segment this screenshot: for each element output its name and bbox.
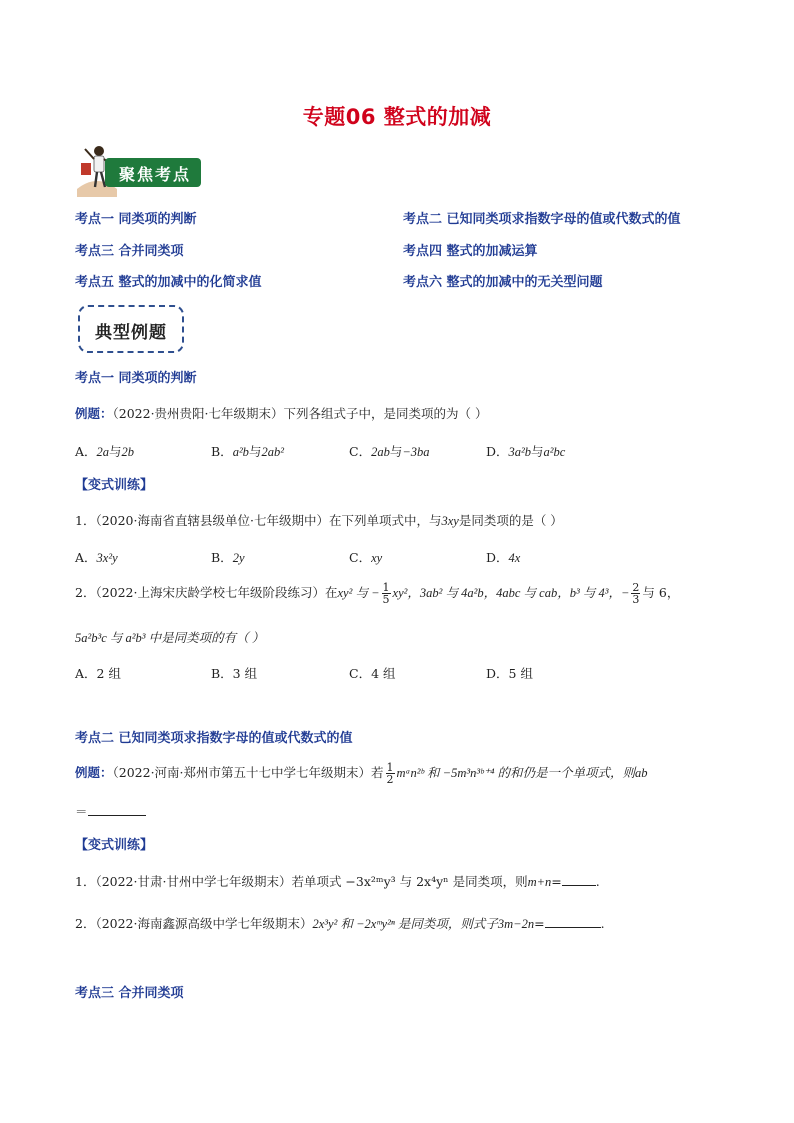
term: mᵃn²ᵇ 和 −5m³n³ᵇ⁺⁴ 的和仍是一个单项式，则 bbox=[396, 766, 636, 780]
option-label: D． bbox=[486, 444, 509, 459]
section1-example bbox=[75, 404, 488, 422]
option-d bbox=[486, 442, 565, 460]
term: 2ab² bbox=[261, 445, 284, 459]
s2-question-1: 1．（2022·甘肃·甘州中学七年级期末）若单项式 −3x²ᵐy³ 与 2x⁴yⁿ 是同类项，则m+n= . bbox=[75, 874, 600, 889]
term: xy² 与 − bbox=[337, 586, 380, 600]
connector: 与 bbox=[531, 444, 544, 459]
page-title: 专题06 整式的加减 bbox=[302, 105, 492, 129]
option-label: B． bbox=[211, 550, 233, 565]
section2-example bbox=[75, 762, 648, 785]
q1-option-d bbox=[486, 548, 520, 566]
q2-option-d: D．5 组 bbox=[486, 666, 533, 681]
focus-banner bbox=[75, 143, 203, 197]
example-label: 例题： bbox=[75, 765, 113, 780]
option-label: A． bbox=[75, 444, 97, 459]
option-label: D． bbox=[486, 550, 509, 565]
section1-heading: 考点一 同类项的判断 bbox=[75, 371, 197, 386]
key-point-5: 考点五 整式的加减中的化简求值 bbox=[75, 275, 262, 290]
key-point-1: 考点一 同类项的判断 bbox=[75, 212, 197, 227]
fraction: $\frac{1}{2}$ bbox=[386, 761, 394, 786]
term: m+n bbox=[527, 875, 552, 889]
q1-option-a bbox=[75, 548, 118, 566]
option-label: B． bbox=[211, 444, 233, 459]
q2-option-b: B．3 组 bbox=[211, 666, 258, 681]
question-text: 1．（2020·海南省直辖县级单位·七年级期中）在下列单项式中，与 bbox=[75, 513, 442, 528]
equals-sign: = bbox=[534, 916, 545, 931]
s1-question-2 bbox=[75, 582, 679, 605]
section2-example-answer bbox=[75, 802, 146, 820]
question-tail: 是同类项的是（ ） bbox=[458, 513, 563, 528]
fraction: $\frac{1}{5}$ bbox=[382, 581, 390, 606]
question-text: 5a²b³c 与 a²b³ 中是同类项的有（ ） bbox=[75, 631, 265, 645]
term: 3xy bbox=[441, 514, 459, 528]
term: a²b bbox=[232, 445, 249, 459]
connector: 与 bbox=[248, 444, 262, 459]
answer-blank bbox=[88, 815, 146, 816]
q1-option-b bbox=[211, 548, 245, 566]
question-text: 2．（2022·上海宋庆龄学校七年级阶段练习）在 bbox=[75, 585, 338, 600]
variant-training-label: 【变式训练】 bbox=[75, 478, 154, 493]
term: 3x²y bbox=[96, 551, 118, 565]
section2-heading: 考点二 已知同类项求指数字母的值或代数式的值 bbox=[75, 731, 353, 746]
term: a²bc bbox=[543, 445, 566, 459]
term: 与 6， bbox=[642, 585, 680, 600]
term: 2ab bbox=[371, 445, 390, 459]
answer-blank bbox=[545, 927, 601, 928]
section3-heading: 考点三 合并同类项 bbox=[75, 986, 184, 1001]
question-text: 2．（2022·海南鑫源高级中学七年级期末） bbox=[75, 916, 313, 931]
term: 3m−2n bbox=[497, 917, 535, 931]
typical-examples-box bbox=[78, 305, 184, 353]
s1-question-2-line2 bbox=[75, 628, 264, 646]
key-point-3: 考点三 合并同类项 bbox=[75, 244, 184, 259]
example-label: 例题： bbox=[75, 406, 113, 421]
connector: 与 bbox=[109, 444, 122, 459]
term: xy²，3ab² 与 4a²b，4abc 与 cab，b³ 与 4³，− bbox=[392, 586, 630, 600]
q2-option-c: C．4 组 bbox=[349, 666, 396, 681]
option-label: A． bbox=[75, 550, 97, 565]
option-label: C． bbox=[349, 550, 372, 565]
option-c bbox=[349, 442, 430, 460]
q2-option-a: A．2 组 bbox=[75, 666, 121, 681]
term: ab bbox=[635, 766, 648, 780]
typical-examples-label: 典型例题 bbox=[95, 323, 167, 343]
s1-question-1 bbox=[75, 511, 563, 529]
option-label: C． bbox=[349, 444, 372, 459]
connector: 与 bbox=[389, 444, 403, 459]
key-point-6: 考点六 整式的加减中的无关型问题 bbox=[403, 275, 603, 290]
equals-sign: = bbox=[551, 874, 562, 889]
term: 2a bbox=[96, 445, 110, 459]
answer-blank bbox=[562, 885, 596, 886]
q1-option-c bbox=[349, 548, 382, 566]
term: −3ba bbox=[402, 445, 430, 459]
equals-sign: ＝ bbox=[75, 804, 88, 819]
banner-label: 聚焦考点 bbox=[119, 165, 192, 184]
example-text: （2022·贵州贵阳·七年级期末）下列各组式子中，是同类项的为（ ） bbox=[112, 406, 488, 421]
term: 4x bbox=[508, 551, 521, 565]
term: 2x³y² 和 −2xᵐy²ⁿ 是同类项，则式子 bbox=[312, 917, 498, 931]
question-text: 1．（2022·甘肃·甘州中学七年级期末）若单项式 −3x²ᵐy³ 与 2x⁴yⁿ 是同类项，则 bbox=[75, 874, 528, 889]
option-b bbox=[211, 442, 284, 460]
term: 2b bbox=[121, 445, 135, 459]
term: 3a²b bbox=[508, 445, 532, 459]
variant-training-label: 【变式训练】 bbox=[75, 838, 154, 853]
s2-question-2: 2．（2022·海南鑫源高级中学七年级期末）2x³y² 和 −2xᵐy²ⁿ 是同类项，则式子3m−2n= . bbox=[75, 916, 605, 931]
term: xy bbox=[371, 551, 383, 565]
key-point-4: 考点四 整式的加减运算 bbox=[403, 244, 538, 259]
option-a bbox=[75, 442, 134, 460]
example-text: （2022·河南·郑州市第五十七中学七年级期末）若 bbox=[112, 765, 384, 780]
fraction: $\frac{2}{3}$ bbox=[632, 581, 640, 606]
term: 2y bbox=[232, 551, 245, 565]
key-point-2: 考点二 已知同类项求指数字母的值或代数式的值 bbox=[403, 212, 681, 227]
